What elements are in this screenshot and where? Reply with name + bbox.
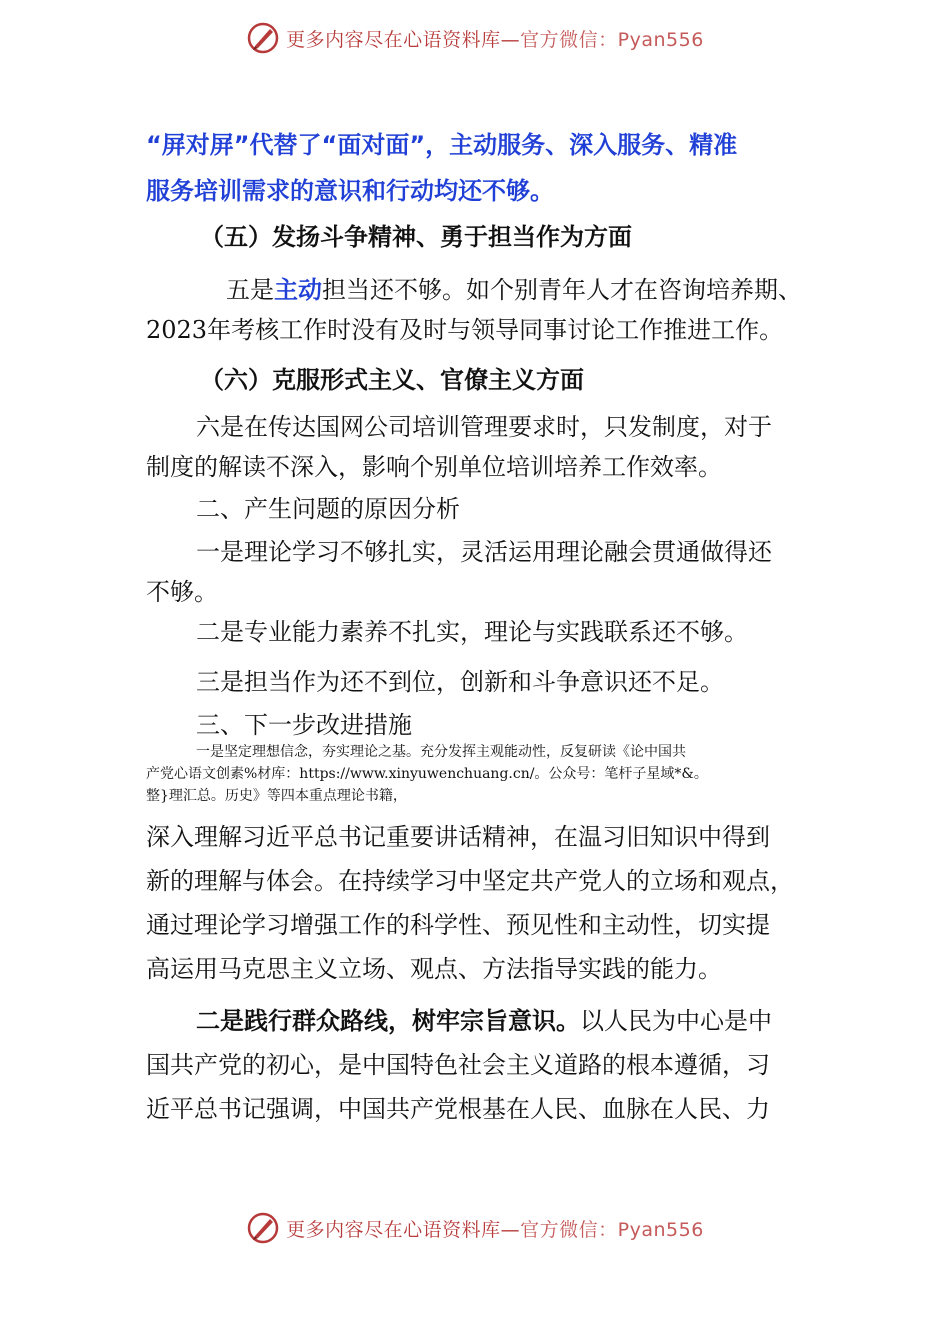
paragraph-line: 二是践行群众路线，树牢宗旨意识。以人民为中心是中	[196, 1007, 772, 1035]
paragraph-line: 新的理解与体会。在持续学习中坚定共产党人的立场和观点，	[146, 867, 794, 895]
paragraph-line: 一是理论学习不够扎实，灵活运用理论融会贯通做得还	[196, 538, 772, 566]
header-banner	[0, 18, 950, 58]
paragraph-line: 2023年考核工作时没有及时与领导同事讨论工作推进工作。	[146, 316, 784, 344]
section-heading-6: （六）克服形式主义、官僚主义方面	[200, 366, 584, 394]
paragraph-line: 不够。	[146, 578, 218, 606]
section-heading-5: （五）发扬斗争精神、勇于担当作为方面	[200, 223, 632, 251]
paragraph-line: 通过理论学习增强工作的科学性、预见性和主动性，切实提	[146, 911, 770, 939]
paragraph-line: 二是专业能力素养不扎实，理论与实践联系还不够。	[196, 618, 748, 646]
section-title-2: 二、产生问题的原因分析	[196, 495, 460, 523]
paragraph-line: 近平总书记强调，中国共产党根基在人民、血脉在人民、力	[146, 1095, 770, 1123]
paragraph-line: 深入理解习近平总书记重要讲话精神，在温习旧知识中得到	[146, 823, 770, 851]
paragraph-line: 高运用马克思主义立场、观点、方法指导实践的能力。	[146, 955, 722, 983]
footer-banner	[0, 1208, 950, 1248]
small-text-line: 产党心语文创素%材库：https://www.xinyuwenchuang.cn/。公众号：笔杆子星域*&。	[146, 766, 708, 782]
paragraph-line: “屏对屏”代替了“面对面”，主动服务、深入服务、精准	[146, 131, 738, 159]
small-text-line: 一是坚定理想信念，夯实理论之基。充分发挥主观能动性，反复研读《论中国共	[196, 744, 686, 760]
header-banner-text: 更多内容尽在心语资料库—官方微信：Pyan556	[286, 28, 704, 51]
paragraph-line: 服务培训需求的意识和行动均还不够。	[146, 177, 554, 205]
section-title-3: 三、下一步改进措施	[196, 711, 412, 739]
paragraph-line: 五是主动担当还不够。如个别青年人才在咨询培养期、	[226, 276, 802, 304]
small-text-line: 整}理汇总。历史》等四本重点理论书籍，	[146, 788, 407, 804]
paragraph-line: 制度的解读不深入，影响个别单位培训培养工作效率。	[146, 453, 722, 481]
pen-logo-icon	[246, 21, 280, 55]
paragraph-line: 国共产党的初心，是中国特色社会主义道路的根本遵循，习	[146, 1051, 770, 1079]
paragraph-line: 六是在传达国网公司培训管理要求时，只发制度，对于	[196, 413, 772, 441]
paragraph-line: 三是担当作为还不到位，创新和斗争意识还不足。	[196, 668, 724, 696]
pen-logo-icon	[246, 1211, 280, 1245]
footer-banner-text: 更多内容尽在心语资料库—官方微信：Pyan556	[286, 1218, 704, 1241]
